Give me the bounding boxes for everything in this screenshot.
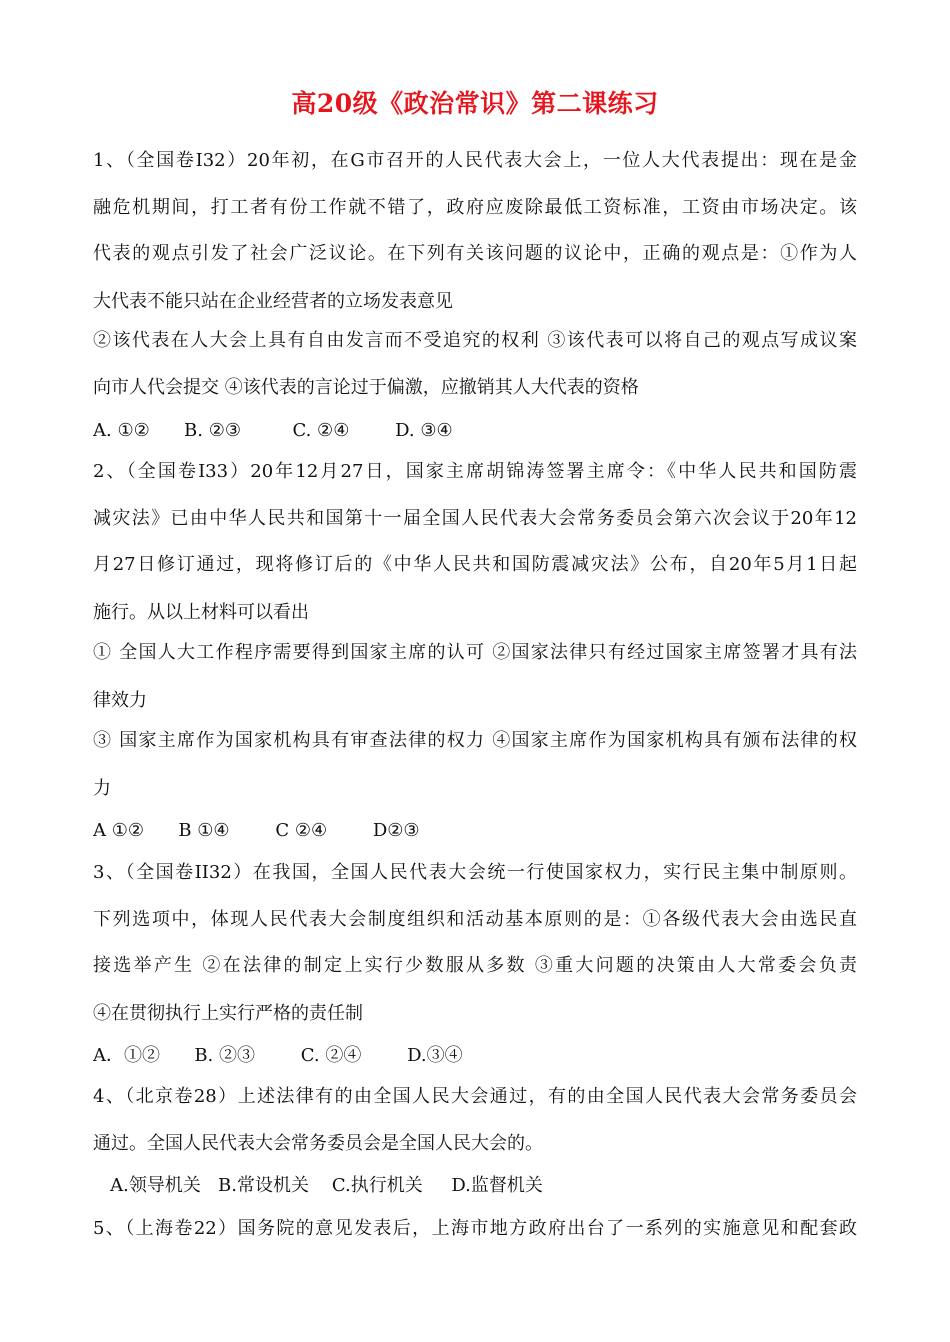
answer-options: A. ①② B. ②③ C. ②④ D. ③④ xyxy=(93,420,453,441)
question-line: ④在贯彻执行上实行严格的责任制 xyxy=(93,1003,363,1024)
question-line: 1、（全国卷I32）20年初，在G市召开的人民代表大会上，一位人大代表提出：现在是金 xyxy=(93,150,857,171)
question-line: 通过。全国人民代表大会常务委员会是全国人民大会的。 xyxy=(93,1133,543,1154)
question-line: ③ 国家主席作为国家机构具有审查法律的权力 ④国家主席作为国家机构具有颁布法律的权 xyxy=(93,730,857,751)
question-line: 代表的观点引发了社会广泛议论。在下列有关该问题的议论中，正确的观点是：①作为人 xyxy=(93,243,857,264)
question-line: 下列选项中，体现人民代表大会制度组织和活动基本原则的是：①各级代表大会由选民直 xyxy=(93,909,857,930)
question-line: 接选举产生 ②在法律的制定上实行少数服从多数 ③重大问题的决策由人大常委会负责 xyxy=(93,955,857,976)
question-line: 力 xyxy=(93,778,111,799)
question-line: 月27日修订通过，现将修订后的《中华人民共和国防震减灾法》公布，自20年5月1日起 xyxy=(93,554,857,575)
question-line: 4、（北京卷28）上述法律有的由全国人民大会通过，有的由全国人民代表大会常务委员会 xyxy=(93,1086,857,1107)
document-title: 高20级《政治常识》第二课练习 xyxy=(291,89,659,118)
question-line: 施行。从以上材料可以看出 xyxy=(93,602,309,623)
question-line: ②该代表在人大会上具有自由发言而不受追究的权利 ③该代表可以将自己的观点写成议案 xyxy=(93,330,857,351)
question-line: 3、（全国卷II32）在我国，全国人民代表大会统一行使国家权力，实行民主集中制原则。 xyxy=(93,862,857,883)
question-line: 大代表不能只站在企业经营者的立场发表意见 xyxy=(93,291,453,312)
answer-options: A.领导机关 B.常设机关 C.执行机关 D.监督机关 xyxy=(93,1175,543,1196)
question-line: 融危机期间，打工者有份工作就不错了，政府应废除最低工资标准，工资由市场决定。该 xyxy=(93,197,857,218)
question-line: 律效力 xyxy=(93,690,147,711)
answer-options: A ①② B ①④ C ②④ D②③ xyxy=(93,820,420,841)
question-line: 5、（上海卷22）国务院的意见发表后，上海市地方政府出台了一系列的实施意见和配套政 xyxy=(93,1218,857,1239)
answer-options: A．①② B. ②③ C. ②④ D.③④ xyxy=(93,1045,463,1066)
question-line: ① 全国人大工作程序需要得到国家主席的认可 ②国家法律只有经过国家主席签署才具有法 xyxy=(93,642,857,663)
question-line: 向市人代会提交 ④该代表的言论过于偏激，应撤销其人大代表的资格 xyxy=(93,377,639,398)
question-line: 减灾法》已由中华人民共和国第十一届全国人民代表大会常务委员会第六次会议于20年12 xyxy=(93,508,857,529)
question-line: 2、（全国卷I33）20年12月27日，国家主席胡锦涛签署主席令：《中华人民共和国防震 xyxy=(93,461,857,482)
